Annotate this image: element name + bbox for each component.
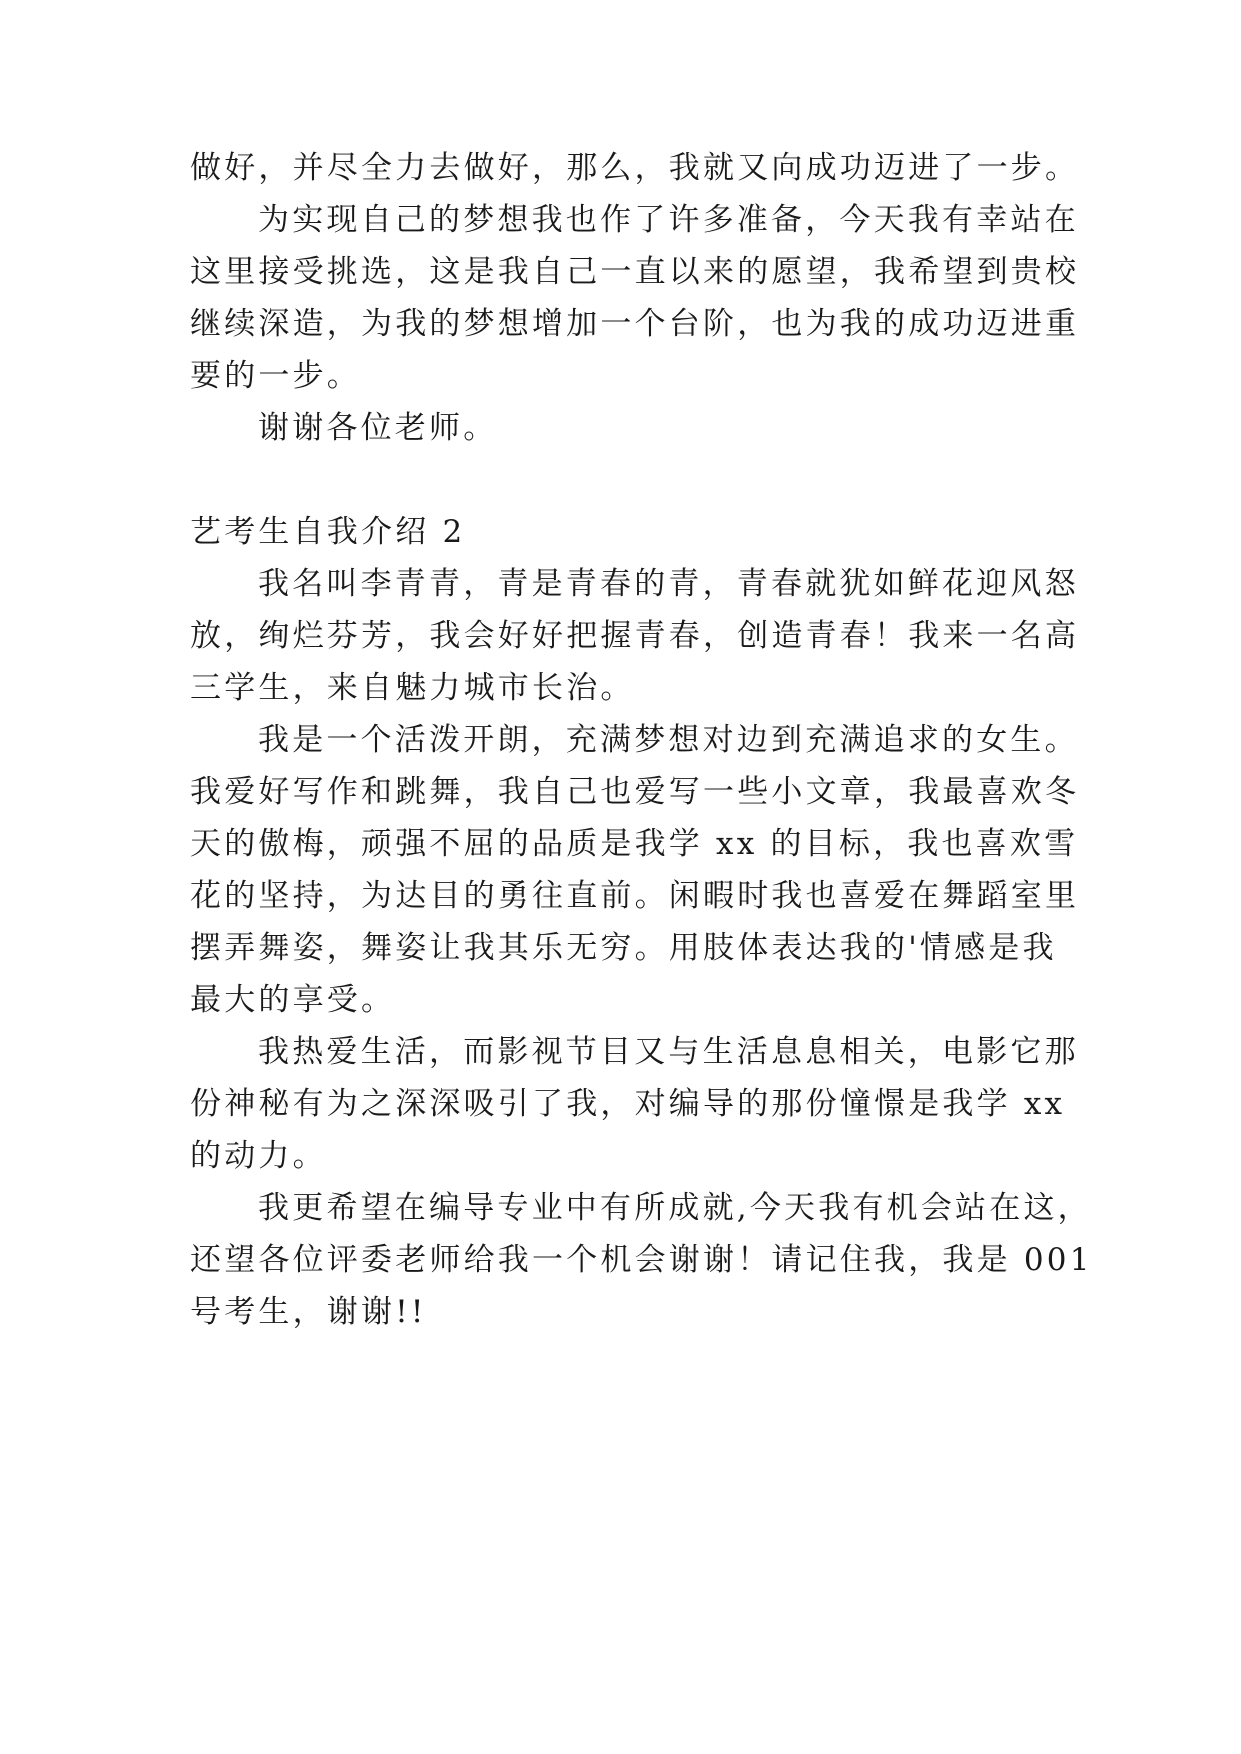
text-line: 我更希望在编导专业中有所成就,今天我有机会站在这， xyxy=(258,1190,1092,1226)
text-line: 为实现自己的梦想我也作了许多准备，今天我有幸站在 xyxy=(258,202,1079,238)
text-line: 做好，并尽全力去做好，那么，我就又向成功迈进了一步。 xyxy=(190,150,1080,186)
text-line: 还望各位评委老师给我一个机会谢谢！请记住我，我是 001 xyxy=(190,1242,1093,1278)
text-line: 三学生，来自魅力城市长治。 xyxy=(190,670,635,706)
text-line: 天的傲梅，顽强不屈的品质是我学 xx 的目标，我也喜欢雪 xyxy=(190,826,1079,862)
text-line: 我名叫李青青，青是青春的青，青春就犹如鲜花迎风怒 xyxy=(258,566,1079,602)
text-line: 这里接受挑选，这是我自己一直以来的愿望，我希望到贵校 xyxy=(190,254,1080,290)
text-line: 号考生，谢谢!! xyxy=(190,1294,427,1330)
text-line: 我热爱生活，而影视节目又与生活息息相关，电影它那 xyxy=(258,1034,1079,1070)
section-heading: 艺考生自我介绍 2 xyxy=(190,514,466,550)
text-line: 份神秘有为之深深吸引了我，对编导的那份憧憬是我学 xx xyxy=(190,1086,1066,1122)
text-line: 的动力。 xyxy=(190,1138,327,1174)
text-line: 我爱好写作和跳舞，我自己也爱写一些小文章，我最喜欢冬 xyxy=(190,774,1080,810)
text-line: 谢谢各位老师。 xyxy=(258,410,498,446)
text-line: 最大的享受。 xyxy=(190,982,396,1018)
text-line: 摆弄舞姿，舞姿让我其乐无穷。用肢体表达我的'情感是我 xyxy=(190,930,1057,966)
text-line: 继续深造，为我的梦想增加一个台阶，也为我的成功迈进重 xyxy=(190,306,1080,342)
text-line: 花的坚持，为达目的勇往直前。闲暇时我也喜爱在舞蹈室里 xyxy=(190,878,1080,914)
text-line: 我是一个活泼开朗，充满梦想对边到充满追求的女生。 xyxy=(258,722,1079,758)
text-line: 要的一步。 xyxy=(190,358,361,394)
text-line: 放，绚烂芬芳，我会好好把握青春，创造青春！我来一名高 xyxy=(190,618,1080,654)
